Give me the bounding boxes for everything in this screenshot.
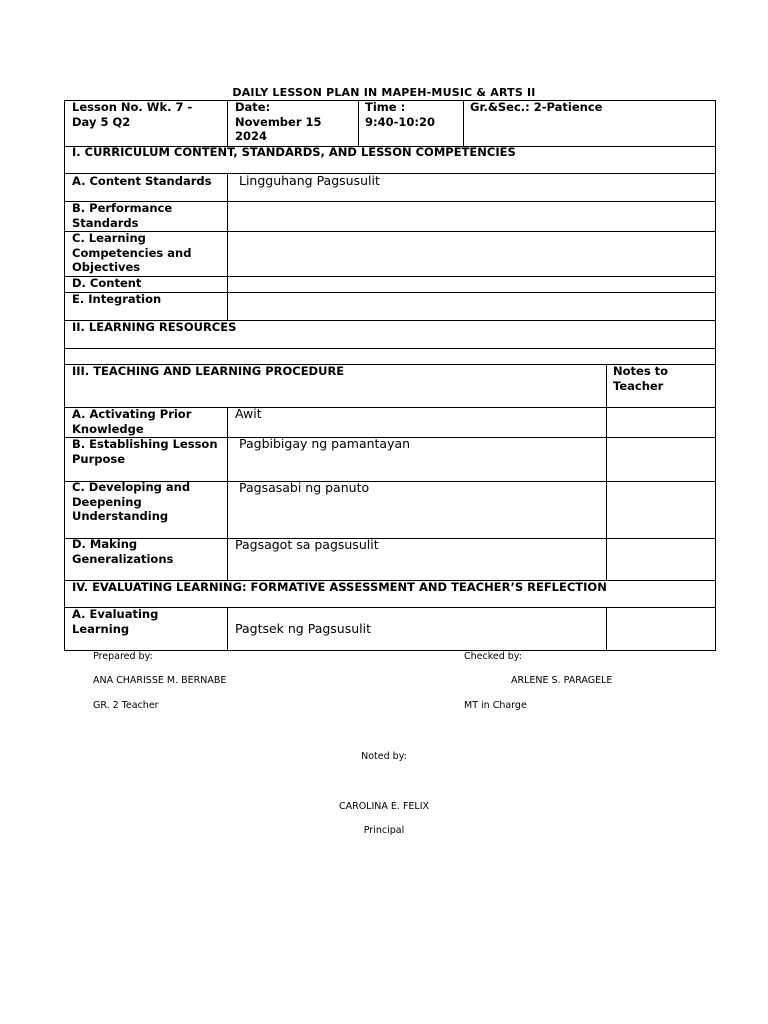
grade-section: Gr.&Sec.: 2-Patience (470, 100, 603, 114)
divider (227, 407, 228, 580)
activating-prior-knowledge-label: A. Activating Prior Knowledge (72, 407, 192, 436)
notes-to-teacher-heading: Notes to Teacher (613, 364, 669, 393)
integration-label: E. Integration (72, 292, 162, 306)
document-title: DAILY LESSON PLAN IN MAPEH-MUSIC & ARTS II (232, 86, 536, 99)
lesson-number: Lesson No. Wk. 7 - Day 5 Q2 (72, 100, 193, 129)
divider (64, 348, 716, 349)
divider (64, 276, 716, 277)
divider (227, 173, 228, 320)
content-standards-value: Lingguhang Pagsusulit (239, 173, 380, 188)
section-3-heading: III. TEACHING AND LEARNING PROCEDURE (72, 364, 345, 378)
divider (64, 292, 716, 293)
prepared-by-role: GR. 2 Teacher (93, 700, 159, 711)
evaluating-learning-label: A. Evaluating Learning (72, 607, 159, 636)
making-generalizations-value: Pagsagot sa pagsusulit (235, 537, 379, 552)
evaluating-learning-value: Pagtsek ng Pagsusulit (235, 621, 372, 636)
section-1-heading: I. CURRICULUM CONTENT, STANDARDS, AND LESSON COMPETENCIES (72, 145, 516, 159)
section-4-heading: IV. EVALUATING LEARNING: FORMATIVE ASSESSMENT AND TEACHER’S REFLECTION (72, 580, 607, 594)
content-label: D. Content (72, 276, 142, 290)
activating-prior-knowledge-value: Awit (235, 406, 262, 421)
checked-by-label: Checked by: (464, 651, 522, 662)
divider (64, 607, 716, 608)
prepared-by-name: ANA CHARISSE M. BERNABE (93, 675, 227, 686)
divider (606, 607, 607, 651)
developing-understanding-value: Pagsasabi ng panuto (239, 480, 370, 495)
divider (358, 100, 359, 146)
establishing-purpose-label: B. Establishing Lesson Purpose (72, 437, 218, 466)
noted-by-name: CAROLINA E. FELIX (338, 801, 430, 812)
section-2-heading: II. LEARNING RESOURCES (72, 320, 237, 334)
checked-by-name: ARLENE S. PARAGELE (511, 675, 613, 686)
content-standards-label: A. Content Standards (72, 174, 212, 188)
establishing-purpose-value: Pagbibigay ng pamantayan (239, 436, 411, 451)
divider (463, 100, 464, 146)
noted-by-role: Principal (363, 825, 405, 836)
learning-competencies-label: C. Learning Competencies and Objectives (72, 231, 192, 274)
divider (227, 100, 228, 146)
performance-standards-label: B. Performance Standards (72, 201, 173, 230)
lesson-date: Date: November 15 2024 (235, 100, 322, 143)
lesson-time: Time : 9:40-10:20 (365, 100, 435, 129)
prepared-by-label: Prepared by: (93, 651, 153, 662)
noted-by-label: Noted by: (361, 751, 407, 762)
checked-by-role: MT in Charge (464, 700, 527, 711)
divider (227, 607, 228, 651)
making-generalizations-label: D. Making Generalizations (72, 537, 174, 566)
divider (606, 364, 607, 580)
developing-understanding-label: C. Developing and Deepening Understanding (72, 480, 191, 523)
